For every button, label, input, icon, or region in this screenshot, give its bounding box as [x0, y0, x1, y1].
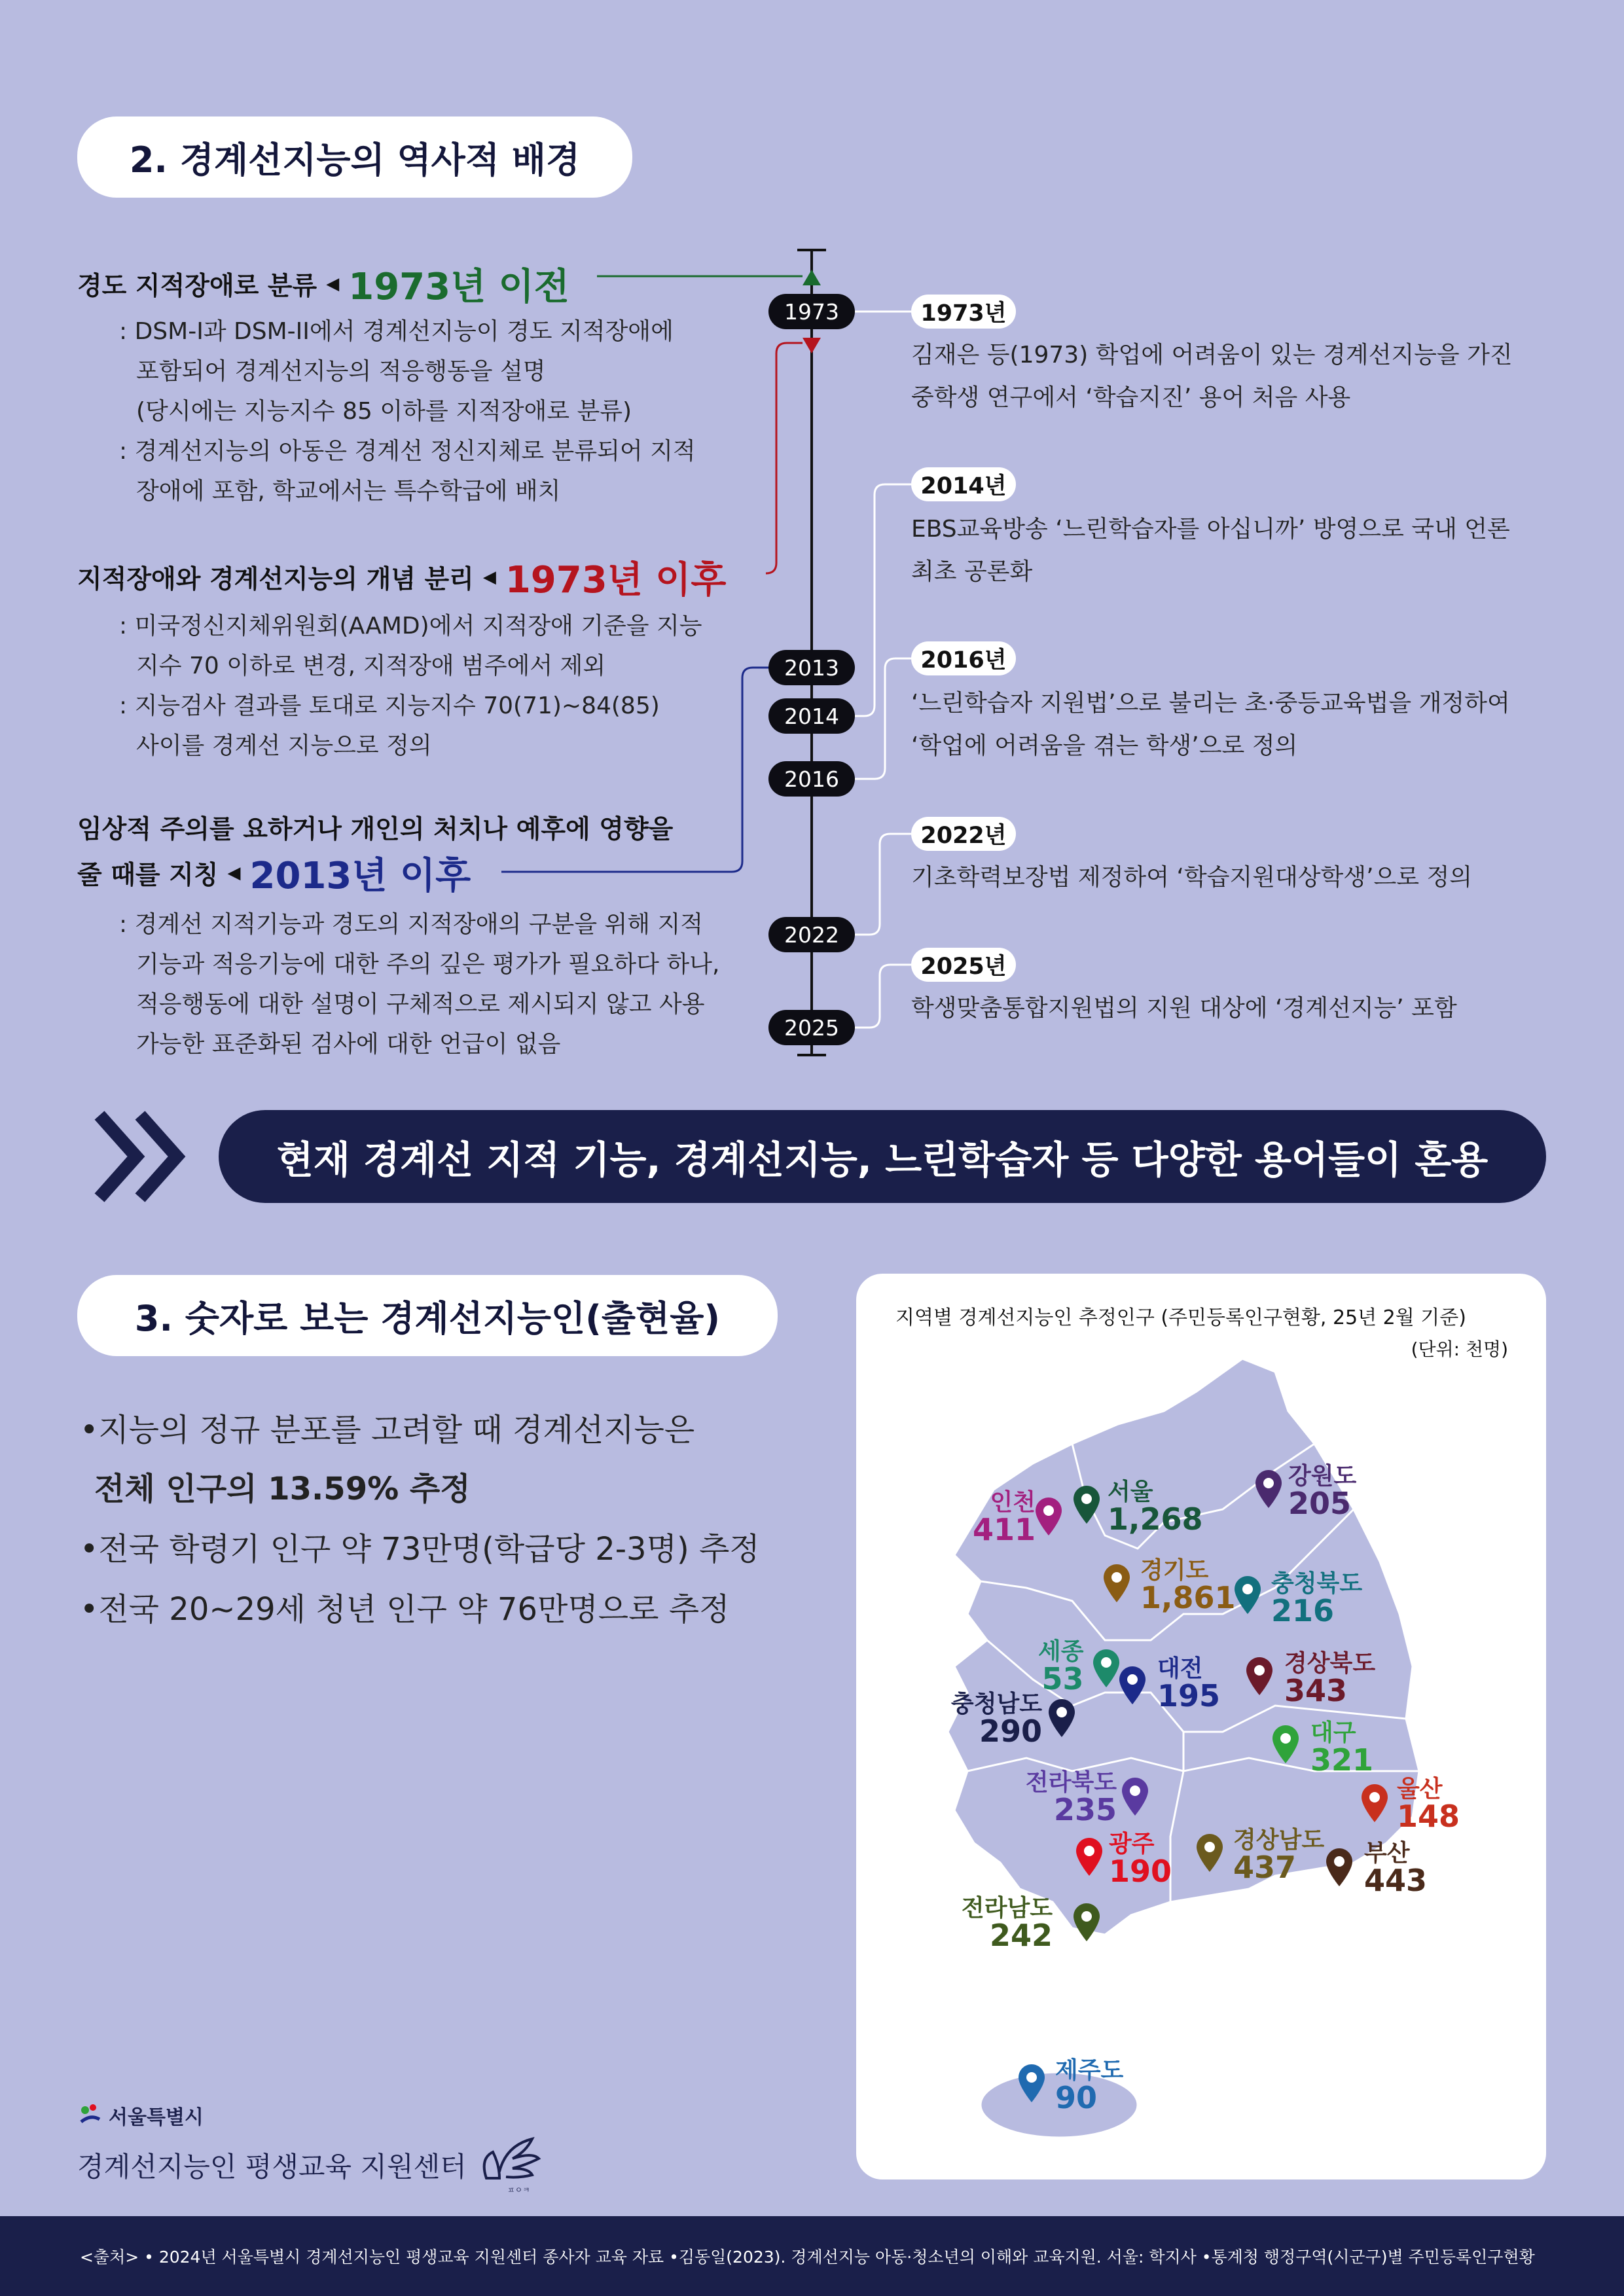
- event-year-2025: 2025년: [911, 948, 1016, 982]
- text-line: 적응행동에 대한 설명이 구체적으로 제시되지 않고 사용: [136, 991, 705, 1018]
- region-label-gyeongnam: [1233, 1827, 1325, 1885]
- gyeonggi-pin-icon: [1102, 1563, 1131, 1604]
- text-line: : 지능검사 결과를 토대로 지능지수 70(71)~84(85): [119, 692, 660, 719]
- chungbuk-pin-icon: [1233, 1575, 1262, 1615]
- region-value: 90: [1055, 2080, 1098, 2115]
- text-line: 중학생 연구에서 ‘학습지진’ 용어 처음 사용: [911, 384, 1351, 411]
- region-name: 경상남도: [1233, 1827, 1325, 1854]
- chungnam-pin-icon: [1047, 1698, 1076, 1738]
- gyeongbuk-pin-icon: [1245, 1656, 1274, 1696]
- history-block-3-heading-line1: 임상적 주의를 요하거나 개인의 처치나 예후에 영향을: [77, 815, 674, 844]
- event-text-2014: [911, 508, 1510, 593]
- organization-logo: [77, 2101, 552, 2198]
- region-label-chungbuk: [1271, 1572, 1362, 1626]
- incheon-pin-icon: [1034, 1496, 1063, 1537]
- timeline-year-2022: 2022: [768, 917, 855, 952]
- region-name: 인천: [990, 1489, 1036, 1516]
- region-label-daegu: [1310, 1719, 1374, 1778]
- region-label-gwangju: [1109, 1831, 1172, 1889]
- region-label-seoul: [1108, 1479, 1203, 1537]
- left-triangle-icon: ◀: [227, 863, 241, 883]
- source-text: <출처> • 2024년 서울특별시 경계선지능인 평생교육 지원센터 종사자 교육 자료 •김동일(2023). 경계선지능 아동·청소년의 이해와 교육지원. 서울: 학지사 •통계청 행정구역(시군구)별 주민등록인구현황: [80, 2248, 1535, 2267]
- event-text-2022: [911, 856, 1472, 899]
- region-value: 411: [973, 1512, 1036, 1547]
- seoul-symbol-icon: [77, 2102, 103, 2128]
- jeonnam-pin-icon: [1072, 1902, 1101, 1943]
- region-name: 대전: [1157, 1655, 1203, 1682]
- timeline-year-2013: 2013: [768, 650, 855, 685]
- region-name: 충청북도: [1271, 1570, 1363, 1597]
- region-name: 제주도: [1055, 2057, 1124, 2084]
- region-name: 전라남도: [961, 1895, 1053, 1922]
- text-line: 최초 공론화: [911, 558, 1033, 585]
- region-value: 148: [1397, 1799, 1460, 1834]
- event-text-1973: [911, 334, 1513, 419]
- region-label-chungnam: [948, 1691, 1043, 1749]
- region-name: 전라북도: [1025, 1769, 1117, 1796]
- event-text-2016: [911, 682, 1510, 767]
- region-name: 부산: [1364, 1840, 1410, 1867]
- history-block-1-title: 경도 지적장애로 분류: [77, 272, 317, 301]
- jeju-pin-icon: [1017, 2063, 1046, 2104]
- map-title: 지역별 경계선지능인 추정인구 (주민등록인구현황, 25년 2월 기준): [895, 1306, 1466, 1329]
- region-label-gyeonggi: [1140, 1559, 1236, 1613]
- history-block-3-title: 줄 때를 지칭: [77, 861, 219, 890]
- regional-map-card: [856, 1274, 1546, 2179]
- text-line: EBS교육방송 ‘느린학습자를 아십니까’ 방영으로 국내 언론: [911, 516, 1510, 543]
- section3-title: 3. 숫자로 보는 경계선지능인(출현율): [77, 1275, 778, 1356]
- left-triangle-icon: ◀: [326, 274, 340, 294]
- text-line: 기능과 적응기능에 대한 주의 깊은 평가가 필요하다 하나,: [136, 951, 720, 978]
- jeonbuk-pin-icon: [1121, 1776, 1149, 1817]
- region-value: 321: [1310, 1742, 1374, 1778]
- map-unit: (단위: 천명): [1411, 1338, 1508, 1360]
- region-value: 1,861: [1140, 1580, 1236, 1615]
- event-year-2016: 2016년: [911, 641, 1016, 675]
- text-line: 포함되어 경계선지능의 적응행동을 설명: [136, 358, 546, 385]
- text-line: : 미국정신지체위원회(AAMD)에서 지적장애 기준을 지능: [119, 613, 702, 639]
- text-line: 장애에 포함, 학교에서는 특수학급에 배치: [136, 478, 561, 505]
- text-line: : 경계선 지적기능과 경도의 지적장애의 구분을 위해 지적: [119, 911, 704, 938]
- region-value: 1,268: [1108, 1501, 1203, 1537]
- region-label-ulsan: [1397, 1776, 1460, 1834]
- region-name: 울산: [1397, 1776, 1443, 1803]
- event-year-2014: 2014년: [911, 467, 1016, 501]
- event-year-1973: 1973년: [911, 295, 1016, 329]
- history-block-1-year: 1973년 이전: [348, 266, 569, 308]
- region-value: 53: [1041, 1661, 1084, 1696]
- region-name: 강원도: [1288, 1463, 1357, 1490]
- region-name: 서울: [1108, 1479, 1153, 1505]
- region-label-busan: [1364, 1840, 1428, 1898]
- region-label-gyeongbuk: [1284, 1652, 1375, 1706]
- timeline-year-2025: 2025: [768, 1010, 855, 1045]
- wing-logo-icon: [473, 2132, 552, 2198]
- timeline-year-1973: 1973: [768, 294, 855, 329]
- region-value: 205: [1288, 1486, 1352, 1521]
- timeline-year-2014: 2014: [768, 698, 855, 734]
- timeline-year-2016: 2016: [768, 761, 855, 797]
- region-label-jeju: [1055, 2059, 1123, 2113]
- region-name: 대구: [1310, 1719, 1356, 1746]
- daegu-pin-icon: [1271, 1724, 1300, 1765]
- center-name: 경계선지능인 평생교육 지원센터: [77, 2151, 467, 2183]
- region-value: 443: [1364, 1863, 1428, 1898]
- left-triangle-icon: ◀: [482, 567, 496, 587]
- gangwon-pin-icon: [1254, 1469, 1283, 1509]
- source-footer: [0, 2216, 1624, 2296]
- stat-bullet-3: •전국 20~29세 청년 인구 약 76만명으로 추정: [80, 1591, 730, 1628]
- region-value: 216: [1271, 1593, 1335, 1628]
- region-label-gangwon: [1288, 1463, 1357, 1521]
- section2-title: 2. 경계선지능의 역사적 배경: [77, 117, 632, 198]
- region-name: 충청남도: [950, 1691, 1043, 1717]
- region-name: 경기도: [1140, 1557, 1209, 1584]
- logo-mark-text: ㅍㅇㅋ: [507, 2185, 530, 2195]
- region-value: 437: [1233, 1850, 1297, 1885]
- region-name: 광주: [1109, 1831, 1155, 1857]
- text-line: 가능한 표준화된 검사에 대한 언급이 없음: [136, 1031, 561, 1058]
- region-value: 190: [1109, 1854, 1172, 1889]
- text-line: 김재은 등(1973) 학업에 어려움이 있는 경계선지능을 가진: [911, 342, 1513, 368]
- history-block-2-year: 1973년 이후: [505, 559, 727, 601]
- text-line: ‘학업에 어려움을 겪는 학생’으로 정의: [911, 732, 1298, 759]
- region-label-sejong: [1038, 1640, 1084, 1694]
- region-value: 290: [979, 1713, 1043, 1749]
- text-line: 학생맞춤통합지원법의 지원 대상에 ‘경계선지능’ 포함: [911, 995, 1457, 1022]
- region-name: 세종: [1038, 1638, 1084, 1665]
- ulsan-pin-icon: [1360, 1783, 1389, 1823]
- history-block-3-year: 2013년 이후: [249, 855, 471, 897]
- region-value: 195: [1157, 1678, 1221, 1713]
- region-label-jeonbuk: [1022, 1771, 1117, 1825]
- stat-bullet-1: •지능의 정규 분포를 고려할 때 경계선지능은: [80, 1412, 695, 1448]
- busan-pin-icon: [1325, 1847, 1354, 1888]
- text-line: ‘느린학습자 지원법’으로 불리는 초·중등교육법을 개정하여: [911, 690, 1510, 717]
- double-chevron-right-icon: [90, 1107, 189, 1206]
- text-line: : DSM-I과 DSM-II에서 경계선지능이 경도 지적장애에: [119, 318, 674, 345]
- terminology-banner: 현재 경계선 지적 기능, 경계선지능, 느린학습자 등 다양한 용어들이 혼용: [219, 1110, 1546, 1203]
- history-block-2-title: 지적장애와 경계선지능의 개념 분리: [77, 565, 474, 594]
- sejong-pin-icon: [1092, 1648, 1121, 1689]
- region-label-jeonnam: [958, 1895, 1053, 1953]
- gyeongnam-pin-icon: [1195, 1833, 1224, 1873]
- text-line: 기초학력보장법 제정하여 ‘학습지원대상학생’으로 정의: [911, 864, 1473, 891]
- stat-bullet-2: •전국 학령기 인구 약 73만명(학급당 2-3명) 추정: [80, 1531, 760, 1568]
- region-name: 경상북도: [1284, 1650, 1376, 1677]
- gwangju-pin-icon: [1075, 1837, 1104, 1877]
- region-label-daejeon: [1157, 1657, 1220, 1711]
- stat-bullet-1-emphasis: 전체 인구의 13.59% 추정: [94, 1471, 471, 1507]
- daejeon-pin-icon: [1118, 1665, 1147, 1706]
- event-year-2022: 2022년: [911, 817, 1016, 851]
- text-line: : 경계선지능의 아동은 경계선 정신지체로 분류되어 지적: [119, 438, 696, 465]
- text-line: 지수 70 이하로 변경, 지적장애 범주에서 제외: [136, 653, 606, 679]
- seoul-org-name: 서울특별시: [109, 2106, 204, 2129]
- text-line: (당시에는 지능지수 85 이하를 지적장애로 분류): [136, 398, 632, 425]
- region-value: 235: [1054, 1792, 1117, 1827]
- region-value: 343: [1284, 1673, 1348, 1708]
- seoul-pin-icon: [1072, 1484, 1101, 1525]
- event-text-2025: [911, 987, 1457, 1030]
- region-value: 242: [990, 1918, 1053, 1953]
- region-label-incheon: [973, 1491, 1036, 1545]
- text-line: 사이를 경계선 지능으로 정의: [136, 732, 432, 759]
